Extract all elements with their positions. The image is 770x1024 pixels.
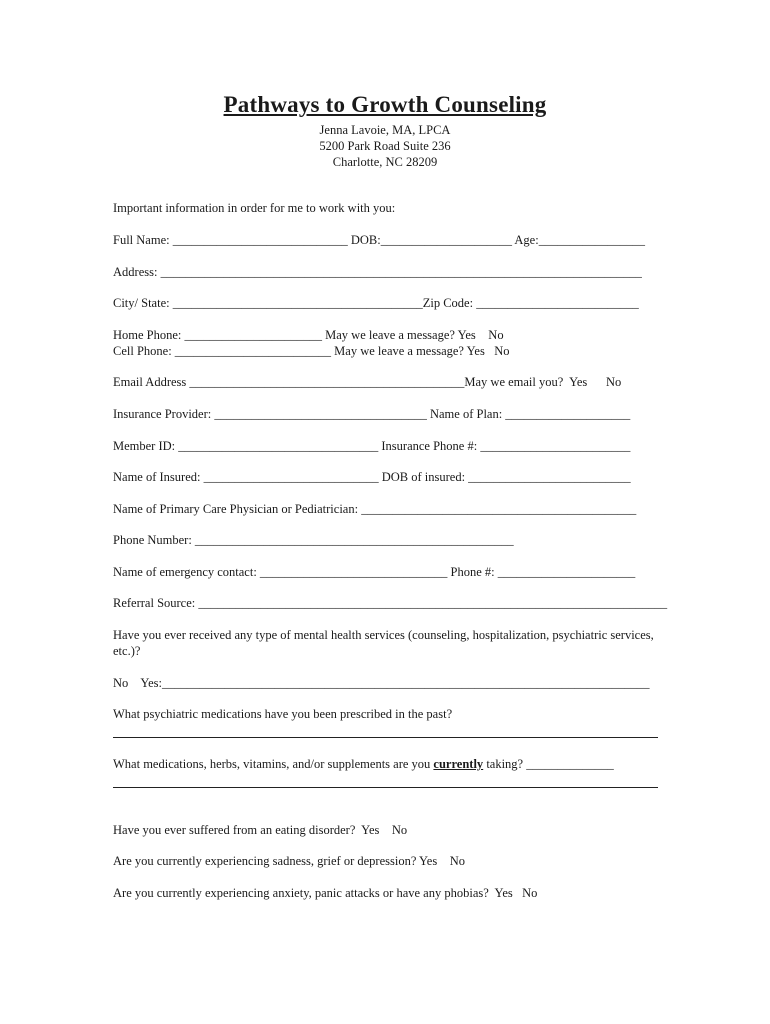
phone-number-field[interactable]: Phone Number: ___________________________________________________ (113, 533, 514, 547)
referral-source-field[interactable]: Referral Source: ___________________________________________________________________________ (113, 596, 668, 610)
mental-health-answer[interactable]: No Yes:______________________________________________________________________________ (113, 676, 650, 690)
eating-disorder-question[interactable]: Have you ever suffered from an eating disorder? Yes No (113, 823, 408, 837)
home-phone-field[interactable]: Home Phone: ______________________ May we leave a message? Yes No (113, 328, 504, 342)
current-meds-answer-line[interactable] (113, 787, 658, 788)
full-name-field[interactable]: Full Name: ____________________________ DOB:_____________________ Age:_________________ (113, 233, 645, 247)
anxiety-question[interactable]: Are you currently experiencing anxiety, panic attacks or have any phobias? Yes No (113, 886, 538, 900)
psych-meds-answer-line[interactable] (113, 737, 658, 738)
insured-field[interactable]: Name of Insured: ____________________________ DOB of insured: __________________________ (113, 470, 631, 484)
current-meds-suffix: taking? ______________ (483, 757, 614, 771)
city-address: Charlotte, NC 28209 (332, 155, 438, 169)
practice-title: Pathways to Growth Counseling (223, 92, 547, 117)
insurance-field[interactable]: Insurance Provider: __________________________________ Name of Plan: ____________________ (113, 407, 631, 421)
mental-health-question: Have you ever received any type of mental health services (counseling, hospitalization, psychiatric services, etc.)? (113, 628, 654, 658)
cell-phone-field[interactable]: Cell Phone: _________________________ May we leave a message? Yes No (113, 344, 510, 358)
current-meds-emphasis: currently (433, 757, 484, 771)
city-state-field[interactable]: City/ State: ________________________________________Zip Code: __________________________ (113, 296, 639, 310)
clinician-name: Jenna Lavoie, MA, LPCA (319, 123, 451, 137)
current-meds-question[interactable] (113, 756, 614, 772)
intro-text: Important information in order for me to work with you: (113, 201, 396, 215)
psych-meds-question: What psychiatric medications have you been prescribed in the past? (113, 707, 453, 721)
address-field[interactable]: Address: _____________________________________________________________________________ (113, 265, 642, 279)
current-meds-prefix: What medications, herbs, vitamins, and/or supplements are you (113, 757, 434, 771)
street-address: 5200 Park Road Suite 236 (319, 139, 451, 153)
pcp-field[interactable]: Name of Primary Care Physician or Pediatrician: ____________________________________________ (113, 502, 637, 516)
depression-question[interactable]: Are you currently experiencing sadness, grief or depression? Yes No (113, 854, 465, 868)
member-id-field[interactable]: Member ID: ________________________________ Insurance Phone #: ________________________ (113, 439, 631, 453)
email-field[interactable]: Email Address ____________________________________________May we email you? Yes No (113, 375, 622, 389)
emergency-contact-field[interactable]: Name of emergency contact: ______________________________ Phone #: ______________________ (113, 565, 636, 579)
